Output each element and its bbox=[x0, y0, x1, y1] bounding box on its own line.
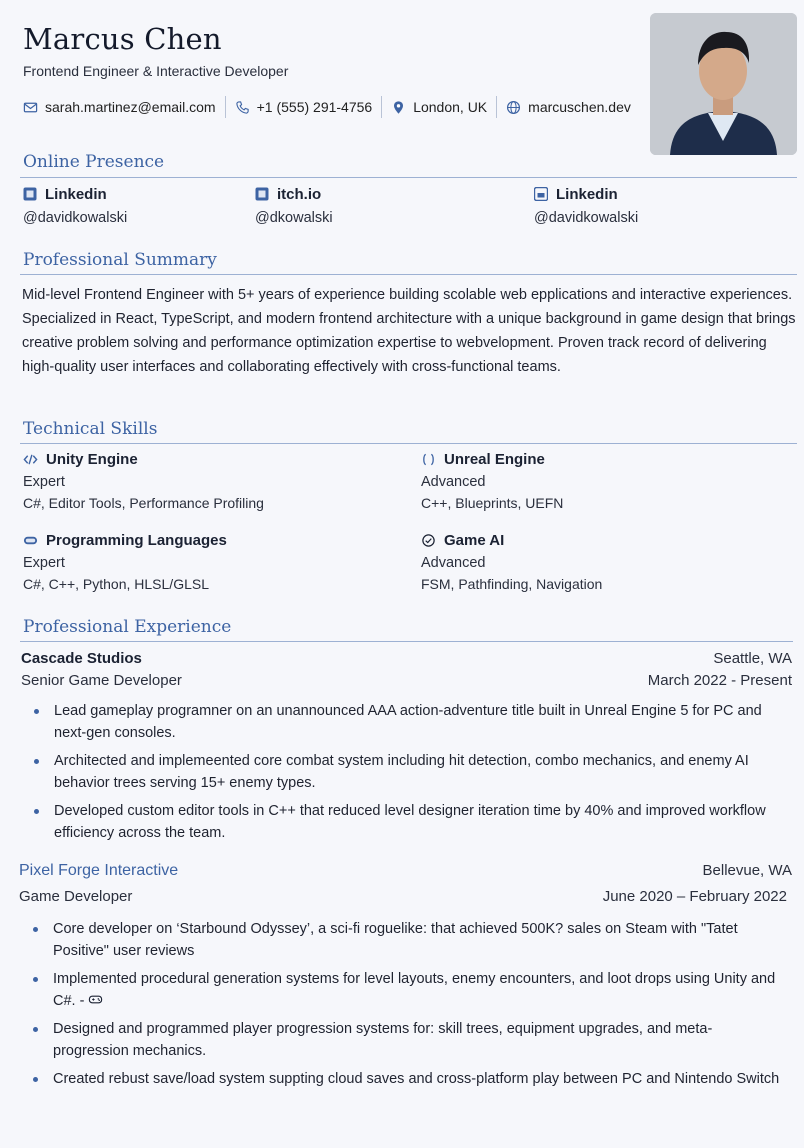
job-header bbox=[19, 862, 792, 880]
contact-website[interactable] bbox=[506, 99, 631, 115]
job-bullet: Developed custom editor tools in C++ that reduced level designer iteration time by 40% and improved workflow efficiency across the team. bbox=[34, 800, 792, 844]
section-title-experience: Professional Experience bbox=[23, 617, 232, 637]
gamepad-icon bbox=[88, 992, 103, 1007]
presence-platform: itch.io bbox=[277, 185, 322, 203]
location-pin-icon bbox=[391, 100, 406, 115]
skill-item bbox=[421, 530, 781, 592]
contact-phone[interactable] bbox=[235, 99, 373, 115]
job-company: Cascade Studios bbox=[21, 650, 142, 667]
toggle-icon bbox=[23, 533, 38, 548]
presence-handle: @davidkowalski bbox=[23, 210, 128, 226]
skill-name: Programming Languages bbox=[46, 531, 227, 549]
skill-tools: FSM, Pathfinding, Navigation bbox=[421, 576, 603, 592]
section-title-online-presence: Online Presence bbox=[23, 152, 165, 172]
job-bullet bbox=[33, 968, 788, 1012]
job-role: Game Developer bbox=[19, 888, 133, 905]
skill-item bbox=[421, 449, 781, 511]
code-icon bbox=[23, 452, 38, 467]
presence-item[interactable] bbox=[534, 184, 764, 226]
contact-divider bbox=[381, 96, 382, 118]
contact-divider bbox=[496, 96, 497, 118]
skill-level: Advanced bbox=[421, 474, 486, 490]
job-dates: June 2020 – February 2022 bbox=[602, 888, 787, 905]
presence-platform: Linkedin bbox=[45, 185, 107, 203]
contact-location bbox=[391, 99, 487, 115]
globe-icon bbox=[506, 100, 521, 115]
skill-tools: C#, Editor Tools, Performance Profiling bbox=[23, 495, 264, 511]
section-divider bbox=[20, 641, 793, 642]
skill-name: Unreal Engine bbox=[444, 450, 545, 468]
section-divider bbox=[20, 443, 797, 444]
job-bullet-text: Implemented procedural generation systems for level layouts, enemy encounters, and loot drops using Unity and C#. - bbox=[53, 971, 776, 1009]
job-bullet: Architected and implemeented core combat system including hit detection, combo mechanics, and enemy AI behavior trees serving 15+ enemy types. bbox=[34, 750, 792, 794]
presence-handle: @davidkowalski bbox=[534, 210, 639, 226]
summary-text: Mid-level Frontend Engineer with 5+ years of experience building scolable web epplications and interactive experiences. Specialized in React, TypeScript, and modern frontend architecture with a unique background in game design that brings creative problem solving and performance optimization expertise to webvelopment. Proven track record of delivering high-quality user interfaces and collaborating effectively with cross-functional teams. bbox=[22, 287, 796, 375]
contact-email-text: sarah.martinez@email.com bbox=[45, 99, 216, 115]
contact-website-text: marcuschen.dev bbox=[528, 99, 631, 115]
job-company: Pixel Forge Interactive bbox=[19, 862, 179, 879]
job-dates: March 2022 - Present bbox=[647, 672, 792, 689]
job-location: Seattle, WA bbox=[713, 650, 792, 667]
presence-handle: @dkowalski bbox=[255, 210, 333, 226]
skill-tools: C++, Blueprints, UEFN bbox=[421, 495, 564, 511]
skill-item bbox=[23, 449, 383, 511]
skill-level: Expert bbox=[23, 474, 65, 490]
candidate-tagline: Frontend Engineer & Interactive Developer bbox=[23, 63, 289, 79]
skill-level: Advanced bbox=[421, 555, 486, 571]
job-bullet: Core developer on ‘Starbound Odyssey’, a sci-fi roguelike: that achieved 500K? sales on Steam with "Tatet Positive" user reviews bbox=[33, 918, 788, 962]
job-bullet: Created rebust save/load system suppting cloud saves and cross-platform play between PC and Nintendo Switch bbox=[33, 1068, 788, 1090]
job-bullets bbox=[34, 700, 792, 850]
braces-icon bbox=[421, 452, 436, 467]
job-bullets bbox=[33, 918, 788, 1096]
skill-name: Unity Engine bbox=[46, 450, 138, 468]
skill-name: Game AI bbox=[444, 531, 505, 549]
section-title-skills: Technical Skills bbox=[23, 419, 158, 439]
job-header bbox=[21, 650, 792, 667]
job-subheader bbox=[21, 672, 792, 689]
presence-item[interactable] bbox=[23, 184, 253, 226]
skill-level: Expert bbox=[23, 555, 65, 571]
contact-row bbox=[23, 94, 631, 120]
square-icon bbox=[23, 187, 37, 201]
presence-platform: Linkedin bbox=[556, 185, 618, 203]
contact-divider bbox=[225, 96, 226, 118]
section-title-summary: Professional Summary bbox=[23, 250, 217, 270]
square-icon bbox=[534, 187, 548, 201]
profile-photo bbox=[650, 13, 797, 155]
job-role: Senior Game Developer bbox=[21, 672, 182, 689]
square-icon bbox=[255, 187, 269, 201]
job-bullet: Designed and programmed player progression systems for: skill trees, equipment upgrades, and meta-progression mechanics. bbox=[33, 1018, 788, 1062]
contact-phone-text: +1 (555) 291-4756 bbox=[256, 99, 373, 115]
phone-icon bbox=[235, 100, 250, 115]
job-location: Bellevue, WA bbox=[702, 862, 792, 879]
presence-item[interactable] bbox=[255, 184, 485, 226]
job-subheader bbox=[19, 888, 787, 905]
skill-item bbox=[23, 530, 383, 592]
check-circle-icon bbox=[421, 533, 436, 548]
section-divider bbox=[20, 274, 797, 275]
job-bullet: Lead gameplay programner on an unannounced AAA action-adventure title built in Unreal Engine 5 for PC and next-gen consoles. bbox=[34, 700, 792, 744]
contact-location-text: London, UK bbox=[413, 99, 488, 115]
section-divider bbox=[20, 177, 797, 178]
contact-email[interactable] bbox=[23, 99, 216, 115]
mail-icon bbox=[23, 100, 38, 115]
candidate-name: Marcus Chen bbox=[23, 22, 222, 56]
skill-tools: C#, C++, Python, HLSL/GLSL bbox=[23, 576, 209, 592]
